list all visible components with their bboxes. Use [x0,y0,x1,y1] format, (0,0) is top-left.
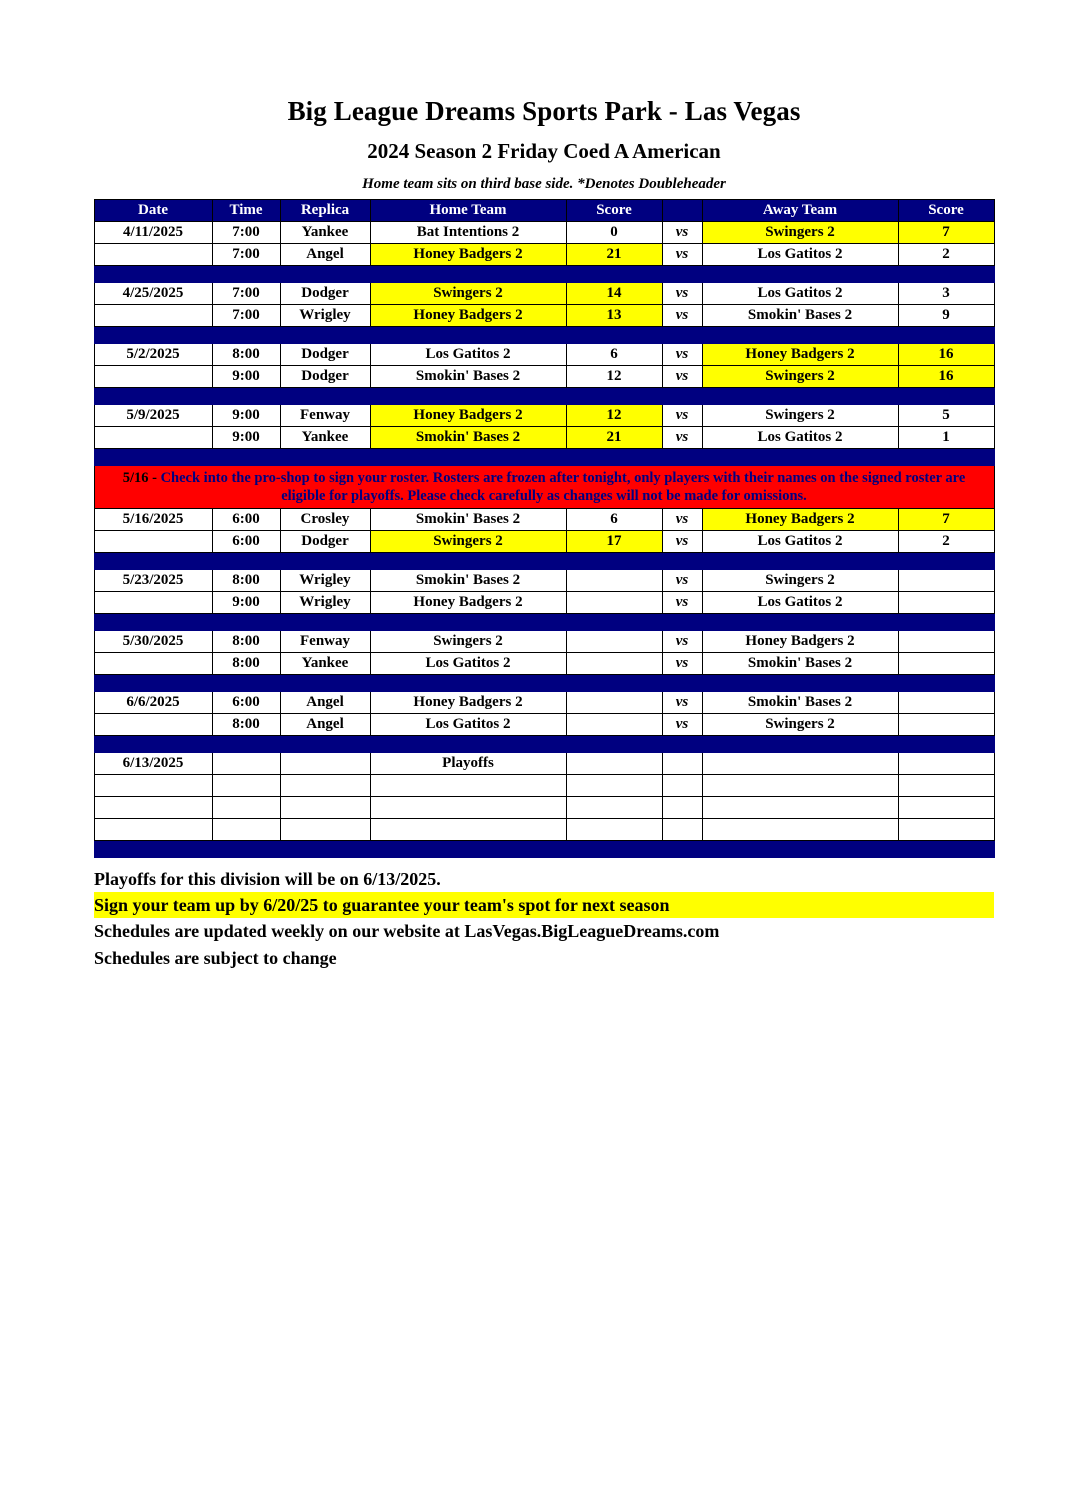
separator-cell [94,388,994,405]
blank-cell [662,797,702,819]
cell-date [94,366,212,388]
cell-away-score [898,592,994,614]
cell-away-team: Los Gatitos 2 [702,427,898,449]
cell-home-score: 21 [566,244,662,266]
cell-away-team: Swingers 2 [702,714,898,736]
cell-time: 8:00 [212,631,280,653]
cell-home-team: Bat Intentions 2 [370,222,566,244]
cell-date: 5/23/2025 [94,570,212,592]
cell-vs: vs [662,427,702,449]
footer-playoffs: Playoffs for this division will be on 6/13/2025. [94,869,441,890]
cell-away-team: Smokin' Bases 2 [702,305,898,327]
table-body [94,222,994,858]
blank-cell [94,819,212,841]
table-row [94,592,994,614]
table-row [94,570,994,592]
cell-time: 9:00 [212,592,280,614]
cell-away-score [898,570,994,592]
blank-cell [370,819,566,841]
cell-vs: vs [662,714,702,736]
cell-time [212,753,280,775]
cell-date: 5/30/2025 [94,631,212,653]
blank-cell [94,775,212,797]
cell-away-team: Swingers 2 [702,405,898,427]
cell-home-team: Honey Badgers 2 [370,592,566,614]
cell-away-score: 2 [898,244,994,266]
cell-away-score [898,753,994,775]
blank-cell [280,819,370,841]
table-row [94,244,994,266]
cell-date [94,592,212,614]
col-time: Time [212,200,280,222]
cell-vs: vs [662,509,702,531]
table-row [94,531,994,553]
cell-away-score: 7 [898,509,994,531]
separator-row [94,266,994,283]
col-away-score: Score [898,200,994,222]
footer-notes [94,866,994,970]
cell-away-score [898,714,994,736]
blank-cell [370,797,566,819]
separator-cell [94,327,994,344]
roster-notice-text [94,466,994,509]
cell-away-team: Swingers 2 [702,366,898,388]
cell-time: 8:00 [212,344,280,366]
cell-home-team: Los Gatitos 2 [370,714,566,736]
blank-cell [566,775,662,797]
cell-replica: Fenway [280,405,370,427]
cell-away-score: 16 [898,344,994,366]
blank-row [94,819,994,841]
cell-home-team: Playoffs [370,753,566,775]
cell-date [94,714,212,736]
cell-home-score: 17 [566,531,662,553]
cell-away-team [702,753,898,775]
cell-time: 8:00 [212,570,280,592]
cell-home-score: 6 [566,509,662,531]
separator-row [94,388,994,405]
cell-time: 7:00 [212,305,280,327]
blank-cell [702,775,898,797]
cell-away-team: Los Gatitos 2 [702,283,898,305]
cell-time: 6:00 [212,531,280,553]
cell-time: 9:00 [212,405,280,427]
cell-vs: vs [662,305,702,327]
separator-row [94,327,994,344]
cell-replica: Angel [280,714,370,736]
cell-replica: Dodger [280,283,370,305]
col-away-team: Away Team [702,200,898,222]
footer-website: Schedules are updated weekly on our website at LasVegas.BigLeagueDreams.com [94,921,720,942]
cell-time: 9:00 [212,427,280,449]
cell-away-team: Swingers 2 [702,570,898,592]
table-row [94,653,994,675]
table-row [94,753,994,775]
cell-away-score [898,692,994,714]
separator-row [94,736,994,753]
cell-time: 7:00 [212,283,280,305]
separator-row [94,675,994,692]
separator-cell [94,553,994,570]
cell-vs: vs [662,631,702,653]
cell-home-team: Smokin' Bases 2 [370,427,566,449]
table-row [94,631,994,653]
cell-away-score [898,631,994,653]
blank-cell [702,819,898,841]
cell-date: 5/2/2025 [94,344,212,366]
table-row [94,222,994,244]
cell-date [94,653,212,675]
schedule-page [0,96,1088,1504]
cell-replica: Dodger [280,366,370,388]
blank-cell [898,797,994,819]
cell-replica: Angel [280,244,370,266]
blank-cell [566,819,662,841]
cell-date [94,531,212,553]
cell-vs: vs [662,283,702,305]
cell-home-team: Honey Badgers 2 [370,692,566,714]
cell-home-team: Honey Badgers 2 [370,405,566,427]
cell-home-score: 0 [566,222,662,244]
cell-home-team: Los Gatitos 2 [370,344,566,366]
cell-replica: Yankee [280,653,370,675]
cell-date: 5/16/2025 [94,509,212,531]
cell-away-team: Los Gatitos 2 [702,244,898,266]
table-row [94,714,994,736]
blank-cell [898,775,994,797]
cell-away-score: 2 [898,531,994,553]
cell-home-score [566,631,662,653]
roster-notice-date: 5/16 - [122,470,161,486]
table-row [94,366,994,388]
cell-date: 6/6/2025 [94,692,212,714]
cell-vs: vs [662,344,702,366]
cell-away-team: Los Gatitos 2 [702,531,898,553]
cell-time: 8:00 [212,653,280,675]
cell-away-score: 16 [898,366,994,388]
roster-notice-body: Check into the pro-shop to sign your roster. Rosters are frozen after tonight, only players with their names on the signed roster are eligible for playoffs. Please check carefully as changes will not be made for omissions. [160,470,966,505]
cell-home-team: Swingers 2 [370,631,566,653]
cell-date: 4/11/2025 [94,222,212,244]
cell-replica: Wrigley [280,592,370,614]
header-row [94,200,994,222]
cell-away-team: Swingers 2 [702,222,898,244]
cell-away-team: Smokin' Bases 2 [702,653,898,675]
cell-date [94,244,212,266]
page-title: Big League Dreams Sports Park - Las Vegas [287,96,801,126]
cell-home-score [566,753,662,775]
table-row [94,283,994,305]
cell-home-score [566,714,662,736]
col-date: Date [94,200,212,222]
blank-cell [898,819,994,841]
cell-date: 5/9/2025 [94,405,212,427]
cell-vs: vs [662,653,702,675]
cell-vs: vs [662,244,702,266]
cell-away-team: Los Gatitos 2 [702,592,898,614]
cell-home-score [566,570,662,592]
cell-date: 6/13/2025 [94,753,212,775]
cell-home-score [566,592,662,614]
cell-date: 4/25/2025 [94,283,212,305]
cell-away-team: Honey Badgers 2 [702,631,898,653]
cell-replica: Crosley [280,509,370,531]
blank-cell [662,819,702,841]
page-subtitle: 2024 Season 2 Friday Coed A American [367,139,721,163]
cell-away-team: Honey Badgers 2 [702,509,898,531]
col-home-team: Home Team [370,200,566,222]
cell-time: 6:00 [212,692,280,714]
cell-vs: vs [662,692,702,714]
cell-away-team: Smokin' Bases 2 [702,692,898,714]
cell-vs: vs [662,531,702,553]
cell-replica: Dodger [280,531,370,553]
cell-vs: vs [662,366,702,388]
cell-vs: vs [662,222,702,244]
footer-signup: Sign your team up by 6/20/25 to guarantee your team's spot for next season [94,892,994,918]
cell-vs: vs [662,405,702,427]
cell-away-score: 3 [898,283,994,305]
roster-notice-row [94,466,994,509]
cell-replica: Yankee [280,427,370,449]
col-vs [662,200,702,222]
cell-home-team: Los Gatitos 2 [370,653,566,675]
separator-row [94,614,994,631]
table-row [94,405,994,427]
cell-away-team: Honey Badgers 2 [702,344,898,366]
separator-cell [94,449,994,466]
table-row [94,692,994,714]
table-row [94,305,994,327]
cell-vs [662,753,702,775]
cell-home-score: 6 [566,344,662,366]
cell-time: 7:00 [212,222,280,244]
cell-replica: Angel [280,692,370,714]
cell-time: 9:00 [212,366,280,388]
cell-vs: vs [662,570,702,592]
cell-time: 8:00 [212,714,280,736]
cell-away-score: 7 [898,222,994,244]
cell-home-score [566,692,662,714]
cell-time: 6:00 [212,509,280,531]
blank-cell [702,797,898,819]
cell-home-team: Swingers 2 [370,283,566,305]
blank-cell [212,797,280,819]
table-header [94,200,994,222]
cell-date [94,305,212,327]
cell-time: 7:00 [212,244,280,266]
cell-replica: Fenway [280,631,370,653]
cell-home-score: 21 [566,427,662,449]
blank-cell [280,797,370,819]
separator-cell [94,736,994,753]
cell-home-team: Smokin' Bases 2 [370,570,566,592]
blank-cell [566,797,662,819]
table-row [94,509,994,531]
cell-home-team: Swingers 2 [370,531,566,553]
separator-row [94,553,994,570]
cell-replica [280,753,370,775]
cell-home-team: Honey Badgers 2 [370,305,566,327]
separator-row [94,449,994,466]
cell-home-score: 14 [566,283,662,305]
schedule-table [94,199,995,858]
cell-home-score: 13 [566,305,662,327]
cell-home-team: Smokin' Bases 2 [370,366,566,388]
blank-row [94,775,994,797]
cell-replica: Wrigley [280,305,370,327]
table-row [94,427,994,449]
blank-cell [280,775,370,797]
separator-cell [94,675,994,692]
cell-home-score: 12 [566,405,662,427]
blank-cell [370,775,566,797]
separator-cell [94,266,994,283]
cell-away-score: 9 [898,305,994,327]
cell-replica: Yankee [280,222,370,244]
blank-row [94,797,994,819]
cell-away-score [898,653,994,675]
cell-away-score: 5 [898,405,994,427]
blank-cell [94,797,212,819]
table-row [94,344,994,366]
blank-cell [212,819,280,841]
separator-row [94,841,994,858]
cell-home-team: Honey Badgers 2 [370,244,566,266]
cell-replica: Dodger [280,344,370,366]
blank-cell [212,775,280,797]
blank-cell [662,775,702,797]
cell-replica: Wrigley [280,570,370,592]
cell-home-score [566,653,662,675]
page-note: Home team sits on third base side. *Denotes Doubleheader [362,176,726,192]
cell-home-score: 12 [566,366,662,388]
separator-cell [94,614,994,631]
cell-vs: vs [662,592,702,614]
col-home-score: Score [566,200,662,222]
separator-cell [94,841,994,858]
footer-disclaimer: Schedules are subject to change [94,947,337,968]
cell-away-score: 1 [898,427,994,449]
cell-date [94,427,212,449]
col-replica: Replica [280,200,370,222]
cell-home-team: Smokin' Bases 2 [370,509,566,531]
